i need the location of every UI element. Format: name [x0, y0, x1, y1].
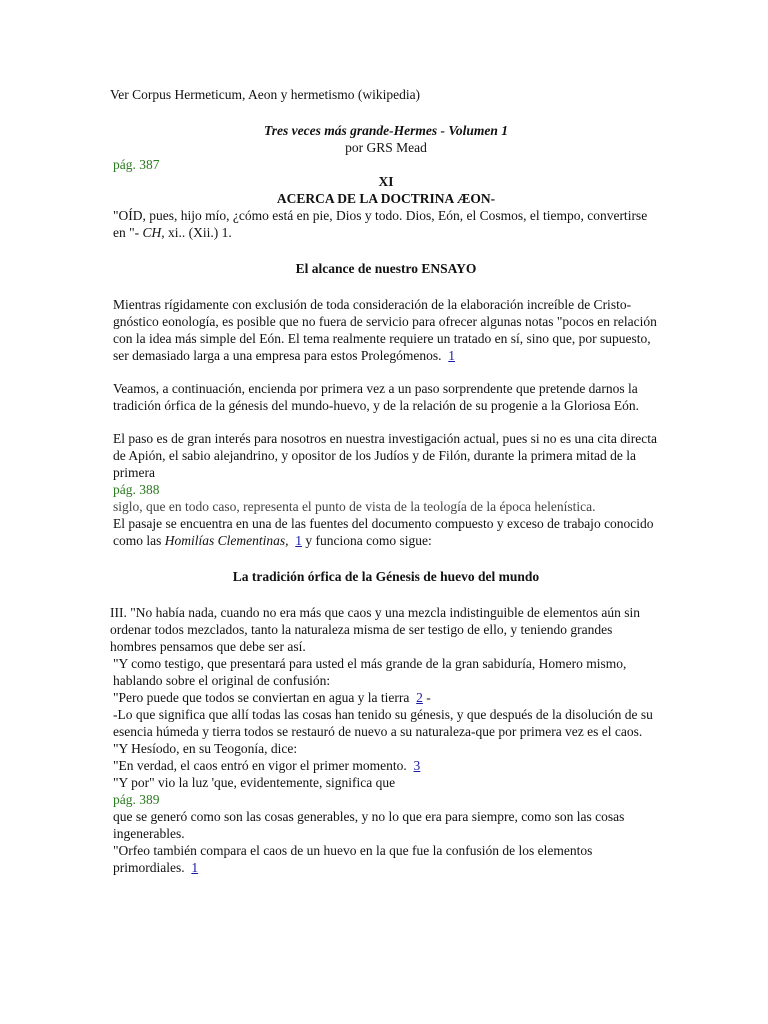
quote-paragraph: III. "No había nada, cuando no era más que caos y una mezcla indistinguible de elementos aún sin ordenar todos mezclados, tanto la naturaleza misma de ser testigo de ello, y teniendo grandes hombres pensamos que debe ser así. — [110, 605, 640, 654]
book-title-line — [110, 122, 662, 139]
book-title: Tres veces más grande-Hermes - Volumen 1 — [264, 123, 508, 138]
paragraph-text: Mientras rígidamente con exclusión de toda consideración de la elaboración increíble de Cristo-gnóstico eonología, es posible que no fuera de servicio para ofrecer algunas notas "pocos en relación con la idea más simple del Eón. El tema realmente requiere un tratado en sí, sino que, por supuesto, ser demasiado larga a una empresa para estos Prolegómenos. — [113, 297, 657, 363]
epigraph-text-end: xi.. (Xii.) 1. — [164, 225, 232, 240]
epigraph — [110, 207, 662, 241]
quote-paragraph — [110, 689, 662, 706]
paragraph — [110, 515, 662, 549]
quote-text-end: - — [422, 690, 431, 705]
homilias-title: Homilías Clementinas, — [164, 533, 289, 548]
footnote-link-2[interactable]: 1 — [295, 533, 302, 548]
quote-paragraph — [110, 842, 662, 876]
chapter-number: XI — [378, 174, 394, 189]
quote-text: "Orfeo también compara el caos de un huevo en la que fue la confusión de los elementos primordiales. — [113, 843, 593, 875]
page-marker-387: pág. 387 — [113, 157, 160, 172]
quote-text: "En verdad, el caos entró en vigor el primer momento. — [113, 758, 407, 773]
book-author: por GRS Mead — [345, 140, 427, 155]
paragraph-text-end: y funciona como sigue: — [302, 533, 432, 548]
page-marker-388: pág. 388 — [113, 482, 160, 497]
section-title-scope: El alcance de nuestro ENSAYO — [295, 261, 477, 276]
paragraph — [110, 296, 662, 364]
section-title-orphic: La tradición órfica de la Génesis de huevo del mundo — [232, 569, 540, 584]
quote-paragraph: -Lo que significa que allí todas las cosas han tenido su génesis, y que después de la disolución de su esencia húmeda y tierra todos se restauró de nuevo a su naturaleza-que por primera vez es el caos. — [113, 707, 653, 739]
quote-paragraph — [110, 757, 662, 774]
paragraph-text: El pasaje se encuentra en una de las fuentes del documento compuesto y exceso de trabajo conocido como las — [113, 516, 654, 548]
quote-paragraph: "Y Hesíodo, en su Teogonía, dice: — [113, 741, 298, 756]
footnote-link-1[interactable]: 1 — [448, 348, 456, 363]
paragraph: Veamos, a continuación, encienda por primera vez a un paso sorprendente que pretende darnos la tradición órfica de la génesis del mundo-huevo, y de la relación de su progenie a la Gloriosa Eón. — [113, 381, 639, 413]
chapter-title: ACERCA DE LA DOCTRINA ÆON- — [276, 191, 496, 206]
footnote-link-5[interactable]: 1 — [191, 860, 199, 875]
quote-paragraph: "Y por" vio la luz 'que, evidentemente, significa que — [113, 775, 396, 790]
footnote-link-3[interactable]: 2 — [416, 690, 423, 705]
page-marker-389: pág. 389 — [113, 792, 160, 807]
quote-paragraph: que se generó como son las cosas generables, y no lo que era para siempre, como son las cosas ingenerables. — [113, 809, 625, 841]
epigraph-ch: CH, — [142, 225, 165, 240]
quote-paragraph: "Y como testigo, que presentará para usted el más grande de la gran sabiduría, Homero mismo, hablando sobre el original de confusión: — [113, 656, 627, 688]
quote-text: "Pero puede que todos se conviertan en agua y la tierra — [113, 690, 410, 705]
epigraph-text-start: "OÍD, pues, hijo mío, ¿cómo está en pie, Dios y todo. Dios, Eón, el Cosmos, el tiempo, convertirse en "- — [113, 208, 648, 240]
footnote-link-4[interactable]: 3 — [413, 758, 421, 773]
document-body — [110, 86, 662, 876]
paragraph: El paso es de gran interés para nosotros en nuestra investigación actual, pues si no es una cita directa de Apión, el sabio alejandrino, y opositor de los Judíos y de Filón, durante la primera mitad de la primera — [113, 431, 657, 480]
intro-line: Ver Corpus Hermeticum, Aeon y hermetismo (wikipedia) — [110, 87, 421, 102]
paragraph: siglo, que en todo caso, representa el punto de vista de la teología de la época helenística. — [113, 499, 596, 514]
